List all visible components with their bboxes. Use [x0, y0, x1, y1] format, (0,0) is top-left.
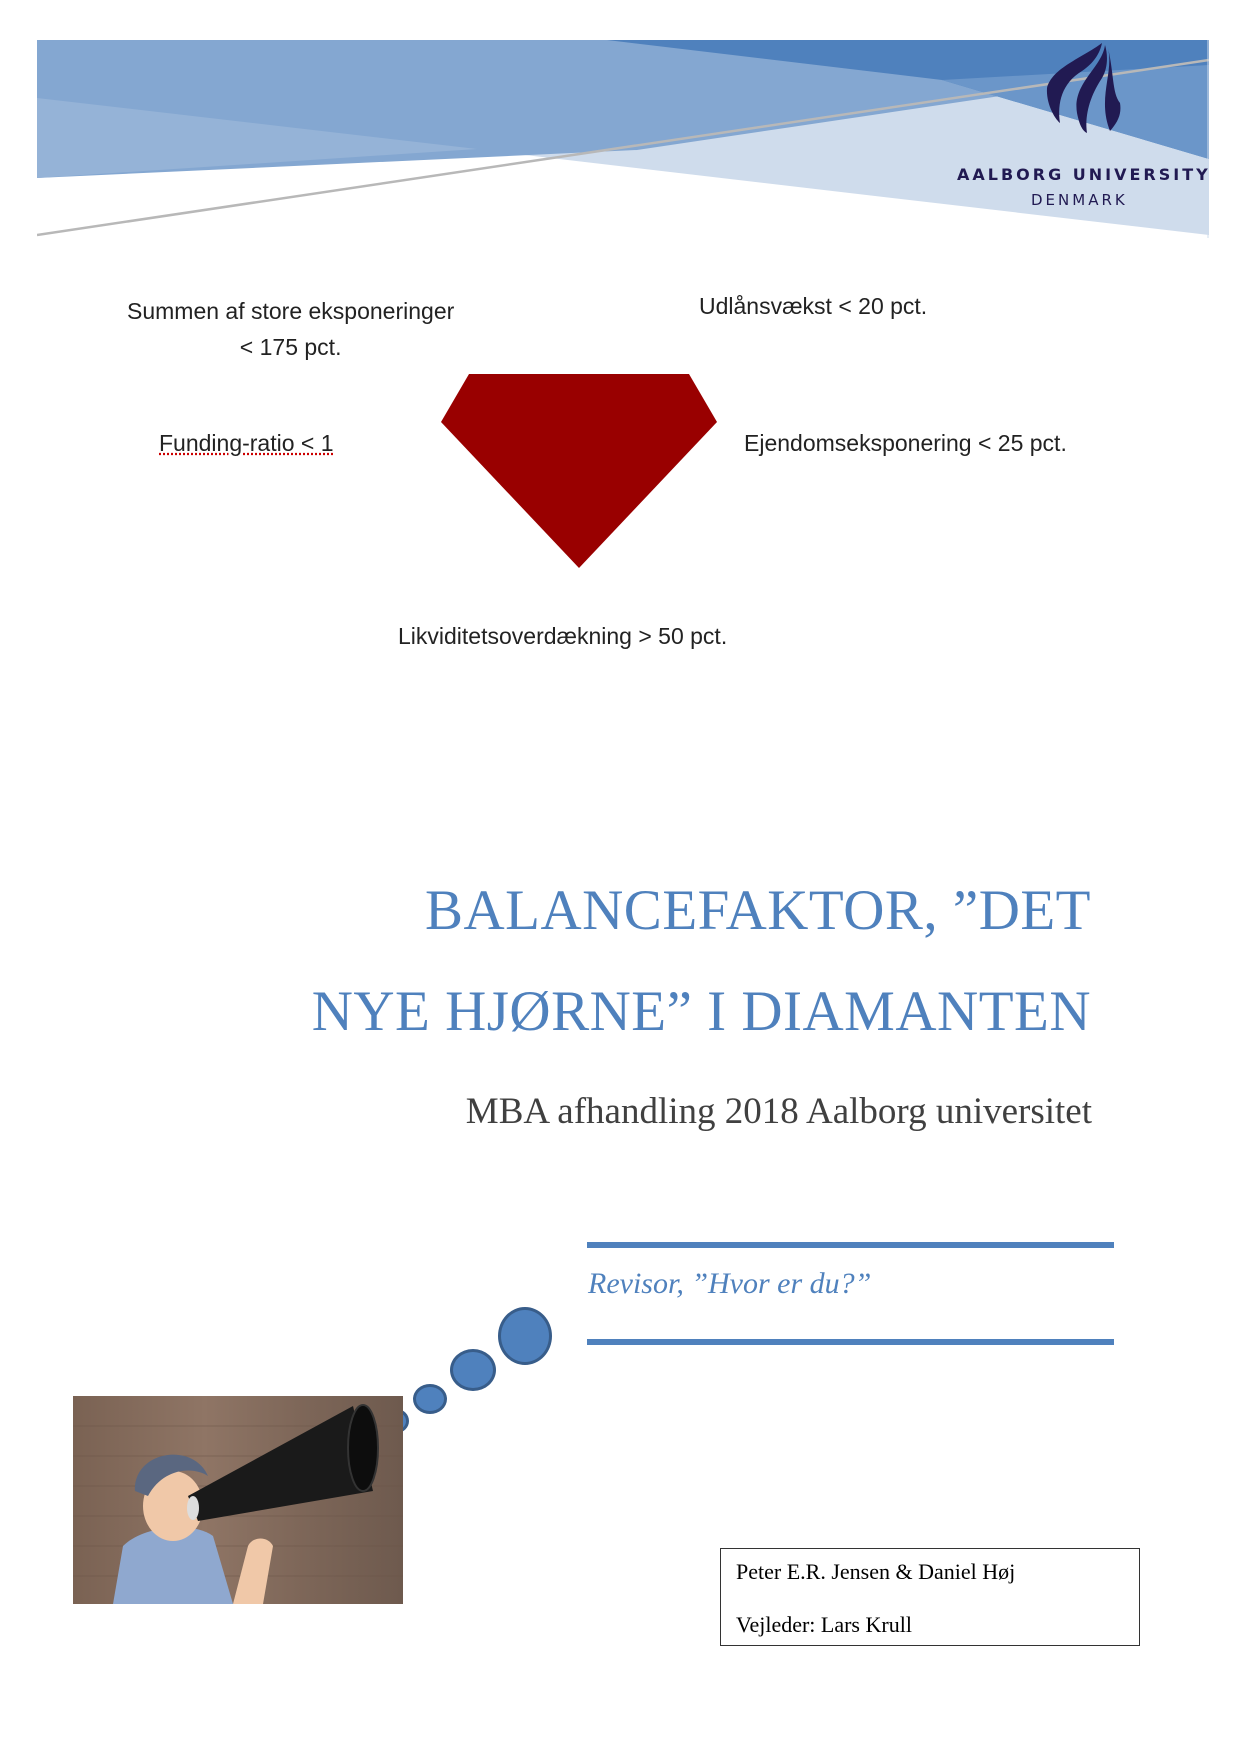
supervisor: Vejleder: Lars Krull	[736, 1612, 912, 1637]
diamond-label-liquidity: Likviditetsoverdækning > 50 pct.	[398, 623, 728, 649]
authors-box	[720, 1548, 1140, 1646]
quote-top-rule	[587, 1242, 1114, 1248]
university-name: AALBORG UNIVERSITY	[957, 165, 1211, 184]
quote-text: Revisor, ”Hvor er du?”	[588, 1267, 872, 1300]
diamond-label-lending-growth: Udlånsvækst < 20 pct.	[699, 293, 928, 319]
photo-graphic	[73, 1396, 403, 1604]
university-country: DENMARK	[1031, 191, 1128, 209]
label-line: Summen af store eksponeringer	[127, 298, 455, 324]
aau-logo-icon	[1032, 43, 1122, 133]
quote-bottom-rule	[587, 1339, 1114, 1345]
photo-child-megaphone	[73, 1396, 403, 1604]
thought-bubble-large	[498, 1307, 552, 1365]
thought-bubble-small	[413, 1384, 447, 1414]
subtitle: MBA afhandling 2018 Aalborg universitet	[465, 1091, 1092, 1132]
diamond-shape	[441, 374, 717, 568]
label-line: < 175 pct.	[239, 334, 342, 360]
diamond-label-large-exposures	[127, 293, 454, 365]
diamond-label-property-exposure: Ejendomseksponering < 25 pct.	[744, 430, 1067, 456]
author-names: Peter E.R. Jensen & Daniel Høj	[736, 1559, 1016, 1584]
title-line-1: BALANCEFAKTOR, ”DET	[424, 879, 1091, 942]
title-line-2: NYE HJØRNE” I DIAMANTEN	[311, 980, 1091, 1043]
thought-bubble-medium	[450, 1349, 496, 1391]
header-banner	[37, 40, 1209, 238]
diamond-label-funding-ratio: Funding-ratio < 1	[159, 430, 334, 456]
